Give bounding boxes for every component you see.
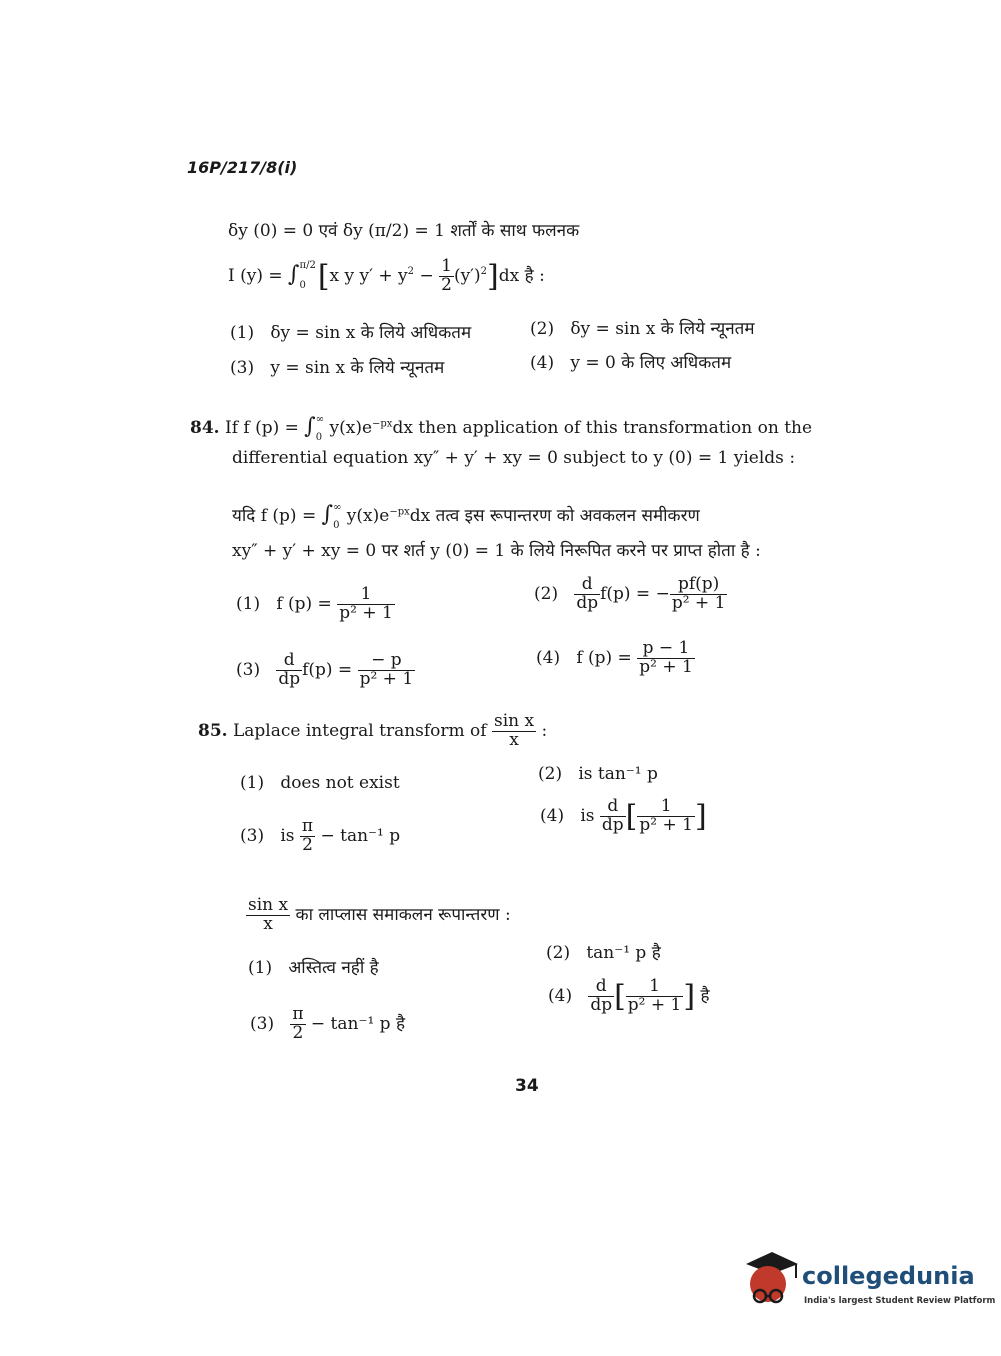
opt-num: (2) [546,943,571,963]
opt-num: (2) [538,764,563,784]
opt-num: (1) [230,323,255,343]
q83-func-suffix: dx है : [498,265,545,286]
int-upper: ∞ [315,413,325,425]
bracket-left: [ [614,978,626,1014]
deriv-num: d [595,976,607,996]
logo-name: collegedunia [802,1262,975,1290]
int-upper: π/2 [299,260,316,272]
opt-text: δy = sin x के लिये न्यूनतम [570,319,755,339]
bracket-right: ] [683,978,696,1014]
deriv-den: dp [601,814,624,835]
q85-en-text: Laplace integral transform of [232,720,487,741]
q83-line1: δy (0) = 0 एवं δy (π/2) = 1 शर्तों के साथ फलनक [228,221,580,241]
deriv-den: dp [590,994,613,1015]
q84-en-a: If f (p) = [224,418,305,438]
opt-num: (1) [240,773,265,793]
opt-text: y = 0 के लिए अधिकतम [570,353,732,373]
q84-exp: −px [372,418,393,430]
opt-text: अस्तित्व नहीं है [288,958,379,978]
deriv-den: dp [576,592,599,613]
q84-hi-b: y(x)e [341,506,390,526]
bracket-right: ] [694,798,707,834]
integral-sign: ∫ [321,502,334,527]
deriv-num: d [283,650,295,670]
frac-num: π [292,1004,304,1024]
frac-den: p² + 1 [639,656,693,677]
q85-hi-text: का लाप्लास समाकलन रूपान्तरण : [295,904,511,925]
q85-option-4 [540,798,707,835]
int-lower: 0 [315,431,323,443]
deriv-num: d [581,574,593,594]
opt-lhs: f (p) = [576,647,638,668]
opt-num: (3) [250,1013,275,1034]
opt-num: (3) [240,825,265,846]
bracket-left: [ [625,798,638,834]
opt-num: (4) [540,805,565,826]
q85-option-3 [240,818,400,855]
frac-num: 1 [649,976,660,996]
opt-rest: − tan⁻¹ p है [305,1013,405,1034]
q85-hindi-option-3 [250,1006,405,1043]
opt-num: (3) [230,358,255,378]
opt-is: is [580,805,595,826]
q84-hindi-line1 [232,502,700,531]
half-num: 1 [441,256,452,276]
integral-sign: ∫ [288,261,300,287]
q84-line2: differential equation xy″ + y′ + xy = 0 subject to y (0) = 1 yields : [232,448,796,468]
opt-text: does not exist [280,773,400,793]
frac-den: p² + 1 [339,602,393,623]
q84-en-b: y(x)e [324,418,373,438]
q83-functional: I (y) = ∫ π/2 0 [x y $y' + y^2$ − $\frac{1}{2}$ $(y')^2]dx$ है : [228,256,545,295]
opt-rest: − tan⁻¹ p [315,825,401,846]
q84-option-2 [534,576,727,613]
opt-num: (4) [536,647,561,668]
frac-num: 1 [360,584,372,604]
q84-hi-exp: −px [389,506,410,518]
page-number: 34 [515,1076,539,1096]
q84-option-4 [536,640,695,677]
frac-den: 2 [300,836,315,855]
frac-den: x [246,915,290,934]
int-lower: 0 [333,519,340,531]
opt-num: (1) [248,958,273,978]
q85-option-2 [538,764,658,784]
frac-num: 1 [660,796,672,816]
frac-den: p² + 1 [627,994,682,1015]
integrand-c: (y′) [453,265,481,286]
q85-hindi-option-2 [546,940,661,963]
frac-num: − p [371,650,402,670]
integral-sign: ∫ [304,414,316,439]
q85-line1 [198,713,547,750]
frac-num: pf(p) [677,574,720,594]
deriv-num: d [607,796,619,816]
opt-num: (2) [530,319,555,339]
frac-den: 2 [290,1024,305,1043]
q83-option-1 [230,320,471,343]
logo-tagline: India's largest Student Review Platform [804,1296,996,1306]
q84-hi-a: यदि f (p) = [232,506,322,526]
opt-text: is tan⁻¹ p [578,764,658,784]
opt-num: (2) [534,583,559,604]
q84-hindi-line2: xy″ + y′ + xy = 0 पर शर्त y (0) = 1 के लिये निरूपित करने पर प्राप्त होता है : [232,541,761,561]
frac-num: p − 1 [642,638,690,658]
q83-option-4 [530,350,731,373]
integrand-a: x y y′ + y [329,265,408,286]
frac-num: sin x [248,895,289,915]
frac-num: sin x [494,711,535,731]
integrand-b: − [414,265,440,286]
int-upper: ∞ [333,501,342,513]
mascot-icon [742,1250,800,1312]
opt-num: (4) [548,985,573,1006]
frac-den: p² + 1 [639,814,693,835]
frac-num: π [301,816,314,836]
q83-option-2 [530,316,755,339]
opt-num: (4) [530,353,555,373]
half-den: 2 [441,274,452,295]
paper-code: 16P/217/8(i) [187,158,298,177]
opt-is: is [280,825,295,846]
bracket-left: [ [317,258,330,294]
q83-func-prefix: I (y) = [228,265,289,286]
opt-tail: है [700,985,710,1006]
q85-option-1 [240,773,400,793]
int-lower: 0 [299,280,306,292]
q84-hi-c: dx तत्व इस रूपान्तरण को अवकलन समीकरण [409,506,700,526]
q84-en-c: dx then application of this transformation on the [392,418,813,438]
opt-mid: f(p) = [302,659,358,680]
q84-option-3 [236,652,415,689]
opt-num: (3) [236,659,261,680]
frac-den: x [492,731,536,750]
opt-num: (1) [236,593,261,614]
opt-text: y = sin x के लिये न्यूनतम [270,358,445,378]
q84-line1 [190,414,812,443]
frac-den: p² + 1 [671,592,726,613]
collegedunia-logo [742,1250,996,1320]
opt-lhs: f (p) = [276,593,338,614]
deriv-den: dp [278,668,301,689]
question-number: 85. [198,720,228,741]
colon: : [541,720,548,741]
opt-text: tan⁻¹ p है [586,943,661,963]
opt-text: δy = sin x के लिये अधिकतम [270,323,472,343]
q83-option-3 [230,355,444,378]
bracket-right: ] [487,258,499,294]
opt-mid: f(p) = − [600,583,670,604]
q85-hindi-option-4 [548,978,710,1015]
frac-den: p² + 1 [359,668,414,689]
question-number: 84. [190,418,220,438]
q84-option-1 [236,586,395,623]
q85-hindi-option-1 [248,955,379,978]
q85-hindi-line1 [246,897,511,934]
